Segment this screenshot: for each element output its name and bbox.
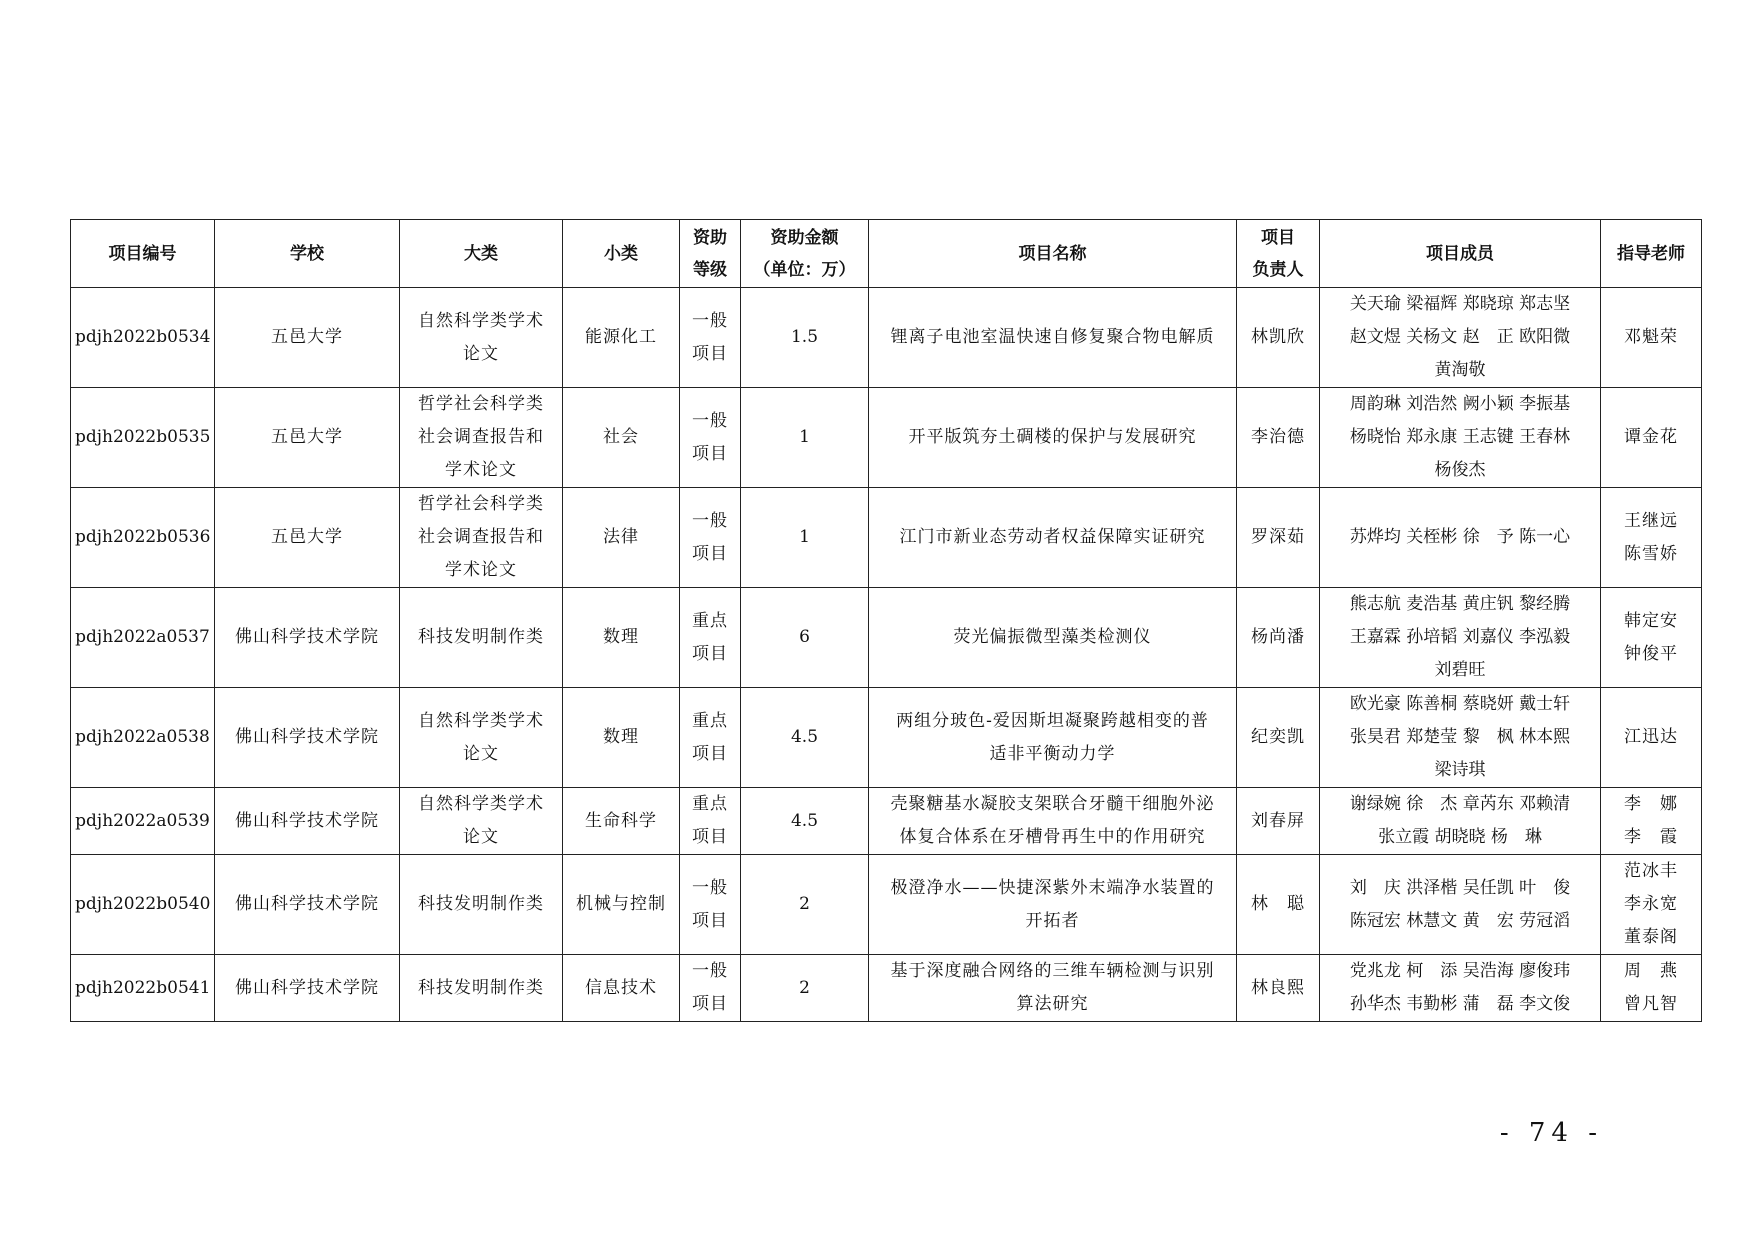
funding-level-cell-line: 项目: [692, 543, 728, 564]
header-label-line: 项目名称: [1018, 243, 1087, 264]
header-advisor: [1601, 220, 1702, 288]
project-code-cell: pdjh2022b0540: [71, 855, 215, 955]
project-leader-cell: 李治德: [1237, 388, 1320, 488]
category-cell: [400, 588, 563, 688]
funding-level-cell-line: 项目: [692, 343, 728, 364]
advisor-cell-line: 邓魁荣: [1624, 327, 1678, 347]
advisor-cell-line: 李永宽: [1624, 894, 1678, 914]
funding-level-cell: [680, 388, 741, 488]
funding-level-cell-line: 项目: [692, 994, 728, 1014]
funding-amount-cell: 6: [741, 588, 869, 688]
funding-level-cell-line: 一般: [692, 961, 728, 981]
advisor-cell-line: 李 娜: [1624, 794, 1678, 814]
grant-project-table: [70, 219, 1702, 1022]
project-code-cell: pdjh2022b0541: [71, 955, 215, 1022]
advisor-cell-line: 江迅达: [1624, 727, 1678, 747]
project-leader-cell: 刘春屏: [1237, 788, 1320, 855]
project-title-cell-line: 体复合体系在牙槽骨再生中的作用研究: [899, 827, 1206, 847]
project-members-cell-line: 刘碧旺: [1434, 660, 1486, 680]
advisor-cell: [1601, 955, 1702, 1022]
project-title-cell-line: 基于深度融合网络的三维车辆检测与识别: [890, 961, 1215, 981]
funding-amount-cell: 2: [741, 855, 869, 955]
category-cell-line: 哲学社会科学类: [418, 394, 544, 414]
category-cell-line: 论文: [463, 827, 499, 847]
category-cell: [400, 855, 563, 955]
project-members-cell-line: 杨晓怡 郑永康 王志键 王春林: [1349, 427, 1571, 447]
project-members-cell-line: 谢绿婉 徐 杰 章芮东 邓赖清: [1349, 794, 1571, 814]
project-leader-cell: 林 聪: [1237, 855, 1320, 955]
funding-amount-cell: 4.5: [741, 788, 869, 855]
category-cell-line: 哲学社会科学类: [418, 494, 544, 514]
table-row: [71, 488, 1702, 588]
header-label-line: 小类: [604, 243, 638, 264]
project-leader-cell: 杨尚潘: [1237, 588, 1320, 688]
funding-level-cell-line: 一般: [692, 877, 728, 898]
project-title-cell-line: 两组分玻色-爱因斯坦凝聚跨越相变的普: [896, 710, 1209, 731]
funding-amount-cell: 4.5: [741, 688, 869, 788]
funding-level-cell: [680, 855, 741, 955]
category-cell-line: 社会调查报告和: [418, 427, 544, 447]
funding-level-cell: [680, 788, 741, 855]
project-title-cell: [869, 388, 1237, 488]
header-label-line: 大类: [464, 243, 498, 264]
advisor-cell: [1601, 388, 1702, 488]
advisor-cell-line: 曾凡智: [1624, 994, 1678, 1014]
project-leader-cell: 林凯欣: [1237, 288, 1320, 388]
header-label-line: 项目编号: [108, 243, 177, 264]
advisor-cell-line: 陈雪娇: [1624, 543, 1678, 564]
project-members-cell-line: 黄淘敬: [1434, 360, 1486, 380]
project-title-cell: [869, 488, 1237, 588]
project-title-cell-line: 锂离子电池室温快速自修复聚合物电解质: [890, 327, 1215, 347]
header-label-line: 等级: [693, 259, 727, 280]
advisor-cell: [1601, 288, 1702, 388]
funding-level-cell-line: 一般: [692, 510, 728, 531]
advisor-cell: [1601, 588, 1702, 688]
funding-level-cell-line: 项目: [692, 827, 728, 847]
advisor-cell: [1601, 688, 1702, 788]
advisor-cell-line: 范冰丰: [1624, 861, 1678, 881]
project-members-cell: [1320, 788, 1601, 855]
category-cell-line: 论文: [463, 743, 499, 764]
school-cell: 五邑大学: [215, 388, 400, 488]
project-members-cell-line: 梁诗琪: [1434, 760, 1486, 780]
project-title-cell-line: 壳聚糖基水凝胶支架联合牙髓干细胞外泌: [890, 794, 1215, 814]
project-title-cell: [869, 588, 1237, 688]
project-code-cell: pdjh2022a0538: [71, 688, 215, 788]
school-cell: 五邑大学: [215, 288, 400, 388]
subcategory-cell: 数理: [563, 588, 680, 688]
project-leader-cell: 罗深茹: [1237, 488, 1320, 588]
project-members-cell-line: 苏烨均 关桎彬 徐 予 陈一心: [1349, 527, 1571, 547]
category-cell-line: 自然科学类学术: [418, 310, 544, 331]
project-members-cell-line: 王嘉霖 孙培韬 刘嘉仪 李泓毅: [1349, 627, 1571, 647]
school-cell: 佛山科学技术学院: [215, 588, 400, 688]
category-cell-line: 论文: [463, 343, 499, 364]
school-cell: 佛山科学技术学院: [215, 955, 400, 1022]
project-members-cell-line: 杨俊杰: [1434, 460, 1486, 480]
header-label-line: 指导老师: [1617, 243, 1685, 264]
header-school: [215, 220, 400, 288]
project-title-cell-line: 适非平衡动力学: [989, 743, 1116, 764]
project-members-cell-line: 关天瑜 梁福辉 郑晓琼 郑志坚: [1349, 294, 1571, 314]
subcategory-cell: 社会: [563, 388, 680, 488]
category-cell: [400, 388, 563, 488]
header-funding-level: [680, 220, 741, 288]
category-cell-line: 科技发明制作类: [418, 977, 544, 998]
project-title-cell-line: 江门市新业态劳动者权益保障实证研究: [899, 527, 1206, 547]
advisor-cell-line: 钟俊平: [1624, 643, 1678, 664]
funding-level-cell-line: 重点: [692, 610, 728, 631]
funding-level-cell: [680, 288, 741, 388]
project-members-cell: [1320, 288, 1601, 388]
header-project-code: [71, 220, 215, 288]
project-members-cell: [1320, 488, 1601, 588]
table-header-row: [71, 220, 1702, 288]
header-label-line: 项目: [1261, 227, 1295, 248]
advisor-cell-line: 王继远: [1624, 510, 1678, 531]
project-title-cell: [869, 955, 1237, 1022]
table-row: [71, 788, 1702, 855]
project-title-cell: [869, 288, 1237, 388]
page-number: - 74 -: [1499, 1118, 1603, 1148]
funding-level-cell-line: 一般: [692, 410, 728, 431]
table-row: [71, 855, 1702, 955]
project-code-cell: pdjh2022a0537: [71, 588, 215, 688]
advisor-cell: [1601, 788, 1702, 855]
project-members-cell-line: 周韵琳 刘浩然 阙小颖 李振基: [1349, 394, 1571, 414]
table-row: [71, 688, 1702, 788]
funding-amount-cell: 1: [741, 488, 869, 588]
project-members-cell-line: 孙华杰 韦勤彬 蒲 磊 李文俊: [1349, 994, 1571, 1014]
project-leader-cell: 纪奕凯: [1237, 688, 1320, 788]
project-leader-cell: 林良熙: [1237, 955, 1320, 1022]
subcategory-cell: 机械与控制: [563, 855, 680, 955]
funding-level-cell-line: 项目: [692, 643, 728, 664]
table-row: [71, 955, 1702, 1022]
subcategory-cell: 数理: [563, 688, 680, 788]
project-title-cell: [869, 788, 1237, 855]
advisor-cell-line: 李 霞: [1624, 827, 1678, 847]
category-cell: [400, 955, 563, 1022]
advisor-cell: [1601, 488, 1702, 588]
project-title-cell-line: 开拓者: [1025, 910, 1080, 931]
project-title-cell: [869, 688, 1237, 788]
category-cell-line: 科技发明制作类: [418, 627, 544, 647]
subcategory-cell: 信息技术: [563, 955, 680, 1022]
project-code-cell: pdjh2022b0535: [71, 388, 215, 488]
category-cell-line: 学术论文: [445, 560, 517, 580]
project-members-cell-line: 张昊君 郑楚莹 黎 枫 林本熙: [1349, 727, 1571, 747]
category-cell-line: 学术论文: [445, 460, 517, 480]
project-title-cell-line: 极澄净水——快捷深紫外末端净水装置的: [890, 877, 1215, 898]
table-body: [71, 288, 1702, 1022]
category-cell: [400, 488, 563, 588]
category-cell-line: 社会调查报告和: [418, 527, 544, 547]
advisor-cell: [1601, 855, 1702, 955]
project-title-cell: [869, 855, 1237, 955]
header-label-line: 资助: [693, 227, 727, 248]
funding-amount-cell: 1: [741, 388, 869, 488]
table-row: [71, 388, 1702, 488]
header-label-line: 学校: [290, 243, 324, 264]
category-cell: [400, 788, 563, 855]
header-project-leader: [1237, 220, 1320, 288]
project-members-cell-line: 赵文煜 关杨文 赵 正 欧阳微: [1349, 327, 1571, 347]
project-members-cell: [1320, 388, 1601, 488]
funding-level-cell: [680, 955, 741, 1022]
project-title-cell-line: 算法研究: [1016, 994, 1089, 1014]
category-cell: [400, 688, 563, 788]
school-cell: 佛山科学技术学院: [215, 855, 400, 955]
funding-level-cell-line: 重点: [692, 710, 728, 731]
subcategory-cell: 能源化工: [563, 288, 680, 388]
project-code-cell: pdjh2022b0536: [71, 488, 215, 588]
advisor-cell-line: 周 燕: [1624, 961, 1678, 981]
header-label-line: （单位：万）: [753, 259, 856, 280]
category-cell-line: 科技发明制作类: [418, 894, 544, 914]
funding-level-cell-line: 项目: [692, 443, 728, 464]
project-code-cell: pdjh2022b0534: [71, 288, 215, 388]
project-members-cell-line: 刘 庆 洪泽楷 吴任凯 叶 俊: [1349, 877, 1571, 898]
project-members-cell: [1320, 855, 1601, 955]
header-label-line: 资助金额: [770, 227, 839, 248]
funding-level-cell-line: 项目: [692, 910, 728, 931]
project-members-cell: [1320, 688, 1601, 788]
advisor-cell-line: 韩定安: [1624, 610, 1678, 631]
project-title-cell-line: 开平版筑夯土碉楼的保护与发展研究: [908, 427, 1197, 447]
project-members-cell-line: 欧光豪 陈善桐 蔡晓妍 戴士轩: [1349, 694, 1571, 714]
funding-level-cell-line: 重点: [692, 794, 728, 814]
funding-level-cell: [680, 488, 741, 588]
advisor-cell-line: 谭金花: [1624, 427, 1678, 447]
project-members-cell-line: 熊志航 麦浩基 黄庄钒 黎经腾: [1349, 594, 1571, 614]
category-cell-line: 自然科学类学术: [418, 710, 544, 731]
subcategory-cell: 法律: [563, 488, 680, 588]
header-category: [400, 220, 563, 288]
project-members-cell: [1320, 955, 1601, 1022]
funding-level-cell-line: 项目: [692, 743, 728, 764]
category-cell-line: 自然科学类学术: [418, 794, 544, 814]
table-row: [71, 288, 1702, 388]
project-code-cell: pdjh2022a0539: [71, 788, 215, 855]
category-cell: [400, 288, 563, 388]
subcategory-cell: 生命科学: [563, 788, 680, 855]
project-members-cell-line: 张立霞 胡晓晓 杨 琳: [1378, 827, 1542, 847]
project-members-cell-line: 党兆龙 柯 添 吴浩海 廖俊玮: [1349, 961, 1571, 981]
table-row: [71, 588, 1702, 688]
header-funding-amount: [741, 220, 869, 288]
project-title-cell-line: 荧光偏振微型藻类检测仪: [953, 627, 1152, 647]
funding-level-cell: [680, 588, 741, 688]
funding-level-cell: [680, 688, 741, 788]
project-members-cell-line: 陈冠宏 林慧文 黄 宏 劳冠滔: [1349, 910, 1571, 931]
header-label-line: 项目成员: [1426, 243, 1494, 264]
header-subcategory: [563, 220, 680, 288]
funding-amount-cell: 2: [741, 955, 869, 1022]
funding-amount-cell: 1.5: [741, 288, 869, 388]
project-members-cell: [1320, 588, 1601, 688]
header-label-line: 负责人: [1252, 259, 1304, 280]
school-cell: 五邑大学: [215, 488, 400, 588]
advisor-cell-line: 董泰阁: [1624, 927, 1678, 947]
header-project-members: [1320, 220, 1601, 288]
school-cell: 佛山科学技术学院: [215, 788, 400, 855]
school-cell: 佛山科学技术学院: [215, 688, 400, 788]
funding-level-cell-line: 一般: [692, 310, 728, 331]
header-project-title: [869, 220, 1237, 288]
